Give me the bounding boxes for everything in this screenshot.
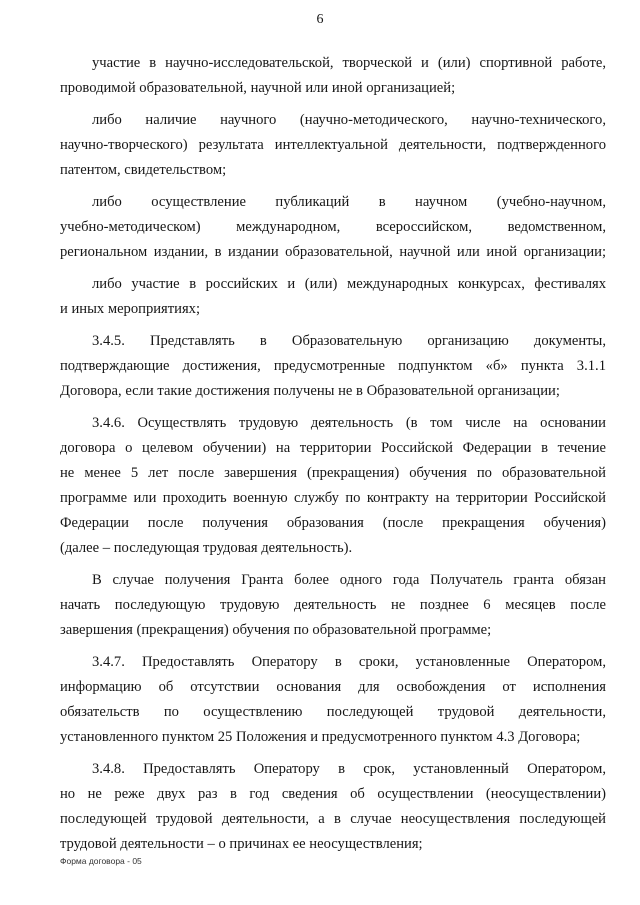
document-body [60,51,606,857]
text-line: но не реже двух раз в год сведения об осуществлении (неосуществлении) [60,786,606,802]
text-line: программе или проходить военную службу по контракту на территории Российской [60,490,606,506]
text-line: научно-творческого) результата интеллектуальной деятельности, подтвержденного [60,137,606,153]
text-line: Федерации после получения образования (после прекращения обучения) [60,515,606,531]
text-line: 3.4.7. Предоставлять Оператору в сроки, установленные Оператором, [92,654,606,670]
text-line: либо осуществление публикаций в научном (учебно-научном, [92,194,606,210]
text-line: подтверждающие достижения, предусмотренные подпунктом «б» пункта 3.1.1 [60,358,606,374]
text-line: Договора, если такие достижения получены не в Образовательной организации; [60,383,560,399]
text-line: учебно-методическом) международном, всероссийском, ведомственном, [60,219,606,235]
text-line: договора о целевом обучении) на территории Российской Федерации в течение [60,440,606,456]
text-line: трудовой деятельности – о причинах ее неосуществления; [60,836,423,852]
text-line: участие в научно-исследовательской, творческой и (или) спортивной работе, [92,55,606,71]
text-line: начать последующую трудовую деятельность не позднее 6 месяцев после [60,597,606,613]
text-line: (далее – последующая трудовая деятельность). [60,540,353,556]
text-line: завершения (прекращения) обучения по образовательной программе; [60,622,492,638]
text-line: либо наличие научного (научно-методического, научно-технического, [92,112,606,128]
text-line: патентом, свидетельством; [60,162,227,178]
text-line: информацию об отсутствии основания для освобождения от исполнения [60,679,606,695]
text-line: 3.4.8. Предоставлять Оператору в срок, установленный Оператором, [92,761,606,777]
footer-form-label: Форма договора - 05 [60,856,142,866]
page-number: 6 [316,12,324,27]
text-line: 3.4.6. Осуществлять трудовую деятельность (в том числе на основании [92,415,606,431]
text-line: проводимой образовательной, научной или иной организацией; [60,80,456,96]
text-line: либо участие в российских и (или) международных конкурсах, фестивалях [92,276,606,292]
text-line: региональном издании, в издании образовательной, научной или иной организации; [60,244,606,260]
text-line: обязательств по осуществлению последующей трудовой деятельности, [60,704,606,720]
text-line: В случае получения Гранта более одного года Получатель гранта обязан [92,572,606,588]
text-line: и иных мероприятиях; [60,301,201,317]
text-line: не менее 5 лет после завершения (прекращения) обучения по образовательной [60,465,606,481]
text-line: установленного пунктом 25 Положения и предусмотренного пунктом 4.3 Договора; [60,729,581,745]
text-line: 3.4.5. Представлять в Образовательную организацию документы, [92,333,606,349]
text-line: последующей трудовой деятельности, а в случае неосуществления последующей [60,811,606,827]
